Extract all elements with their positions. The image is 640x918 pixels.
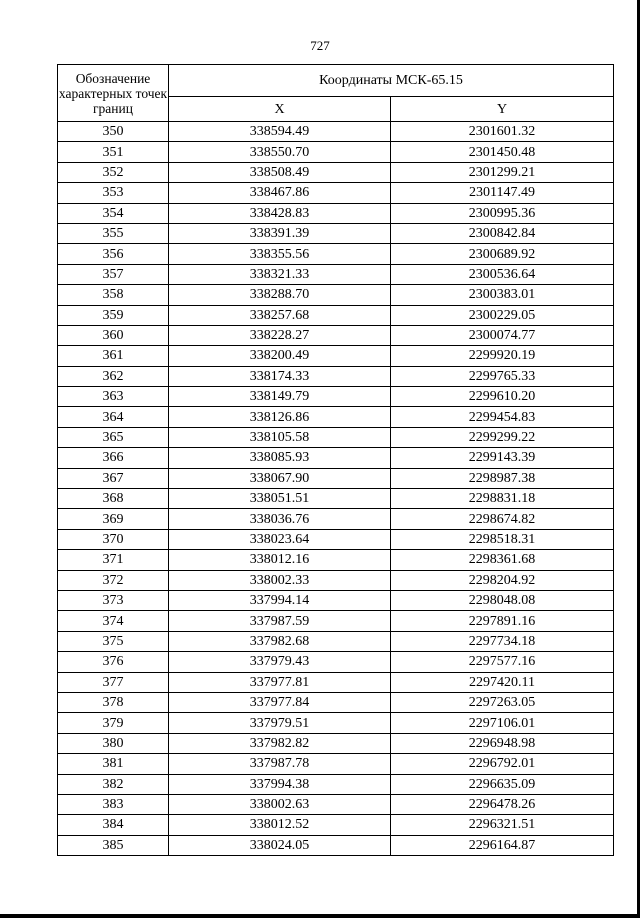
x-coordinate-cell: 338200.49 (169, 346, 391, 366)
point-cell: 354 (58, 203, 169, 223)
y-coordinate-cell: 2301299.21 (391, 162, 614, 182)
y-coordinate-cell: 2299454.83 (391, 407, 614, 427)
point-cell: 362 (58, 366, 169, 386)
table-row (58, 122, 614, 142)
y-coordinate-cell: 2297577.16 (391, 652, 614, 672)
table-row (58, 183, 614, 203)
point-cell: 377 (58, 672, 169, 692)
x-coordinate-cell: 338321.33 (169, 264, 391, 284)
x-coordinate-cell: 338085.93 (169, 448, 391, 468)
x-coordinate-cell: 338105.58 (169, 427, 391, 447)
table-row (58, 754, 614, 774)
table-row (58, 631, 614, 651)
y-coordinate-cell: 2298674.82 (391, 509, 614, 529)
point-cell: 350 (58, 122, 169, 142)
y-coordinate-cell: 2298831.18 (391, 489, 614, 509)
x-coordinate-cell: 338428.83 (169, 203, 391, 223)
table-row (58, 815, 614, 835)
coordinates-table (57, 64, 614, 856)
x-coordinate-cell: 338051.51 (169, 489, 391, 509)
table-row (58, 285, 614, 305)
x-coordinate-cell: 338002.33 (169, 570, 391, 590)
table-row (58, 305, 614, 325)
table-row (58, 264, 614, 284)
x-coordinate-cell: 337987.78 (169, 754, 391, 774)
y-coordinate-cell: 2301147.49 (391, 183, 614, 203)
point-cell: 382 (58, 774, 169, 794)
table-row (58, 835, 614, 855)
y-coordinate-cell: 2298204.92 (391, 570, 614, 590)
y-coordinate-cell: 2298518.31 (391, 529, 614, 549)
table-row (58, 733, 614, 753)
table-row (58, 223, 614, 243)
table-row (58, 550, 614, 570)
table-row (58, 427, 614, 447)
table-row (58, 407, 614, 427)
table-row (58, 244, 614, 264)
x-coordinate-cell: 338550.70 (169, 142, 391, 162)
point-cell: 357 (58, 264, 169, 284)
point-cell: 363 (58, 387, 169, 407)
table-row (58, 387, 614, 407)
table-row (58, 448, 614, 468)
x-coordinate-cell: 337977.81 (169, 672, 391, 692)
y-coordinate-cell: 2299765.33 (391, 366, 614, 386)
y-coordinate-cell: 2298987.38 (391, 468, 614, 488)
table-row (58, 570, 614, 590)
point-cell: 364 (58, 407, 169, 427)
page-number: 727 (310, 38, 330, 53)
x-coordinate-cell: 338467.86 (169, 183, 391, 203)
y-coordinate-cell: 2296321.51 (391, 815, 614, 835)
point-cell: 379 (58, 713, 169, 733)
x-coordinate-cell: 337979.43 (169, 652, 391, 672)
y-coordinate-cell: 2297106.01 (391, 713, 614, 733)
x-coordinate-cell: 338024.05 (169, 835, 391, 855)
point-cell: 370 (58, 529, 169, 549)
y-coordinate-cell: 2300536.64 (391, 264, 614, 284)
table-row (58, 794, 614, 814)
y-coordinate-cell: 2299920.19 (391, 346, 614, 366)
point-cell: 352 (58, 162, 169, 182)
point-cell: 369 (58, 509, 169, 529)
point-cell: 360 (58, 325, 169, 345)
point-cell: 372 (58, 570, 169, 590)
y-coordinate-cell: 2300074.77 (391, 325, 614, 345)
y-coordinate-cell: 2300689.92 (391, 244, 614, 264)
point-cell: 353 (58, 183, 169, 203)
x-coordinate-cell: 338594.49 (169, 122, 391, 142)
x-coordinate-cell: 338174.33 (169, 366, 391, 386)
y-coordinate-cell: 2296792.01 (391, 754, 614, 774)
table-row (58, 692, 614, 712)
table-row (58, 162, 614, 182)
x-coordinate-cell: 337994.14 (169, 590, 391, 610)
y-coordinate-cell: 2299299.22 (391, 427, 614, 447)
x-coordinate-cell: 338012.52 (169, 815, 391, 835)
table-row (58, 325, 614, 345)
y-coordinate-cell: 2300995.36 (391, 203, 614, 223)
y-coordinate-cell: 2297420.11 (391, 672, 614, 692)
table-body (58, 122, 614, 856)
point-cell: 374 (58, 611, 169, 631)
x-coordinate-cell: 338228.27 (169, 325, 391, 345)
table-row (58, 366, 614, 386)
y-coordinate-cell: 2298361.68 (391, 550, 614, 570)
point-cell: 375 (58, 631, 169, 651)
x-coordinate-cell: 337994.38 (169, 774, 391, 794)
y-column-header: Y (391, 97, 614, 122)
x-coordinate-cell: 337977.84 (169, 692, 391, 712)
x-coordinate-cell: 338036.76 (169, 509, 391, 529)
table-row (58, 509, 614, 529)
point-cell: 380 (58, 733, 169, 753)
table-header (58, 65, 614, 122)
y-coordinate-cell: 2300229.05 (391, 305, 614, 325)
y-coordinate-cell: 2296164.87 (391, 835, 614, 855)
table-row (58, 142, 614, 162)
y-coordinate-cell: 2300842.84 (391, 223, 614, 243)
point-designation-header: Обозначение характерных точек границ (58, 65, 169, 122)
y-coordinate-cell: 2297263.05 (391, 692, 614, 712)
y-coordinate-cell: 2297734.18 (391, 631, 614, 651)
y-coordinate-cell: 2296635.09 (391, 774, 614, 794)
y-coordinate-cell: 2297891.16 (391, 611, 614, 631)
point-cell: 359 (58, 305, 169, 325)
table-row (58, 774, 614, 794)
y-coordinate-cell: 2301450.48 (391, 142, 614, 162)
x-coordinate-cell: 337982.68 (169, 631, 391, 651)
table-row (58, 590, 614, 610)
y-coordinate-cell: 2296478.26 (391, 794, 614, 814)
point-cell: 358 (58, 285, 169, 305)
point-cell: 376 (58, 652, 169, 672)
table-row (58, 489, 614, 509)
point-cell: 371 (58, 550, 169, 570)
point-cell: 361 (58, 346, 169, 366)
x-coordinate-cell: 337982.82 (169, 733, 391, 753)
x-coordinate-cell: 338126.86 (169, 407, 391, 427)
y-coordinate-cell: 2299610.20 (391, 387, 614, 407)
x-coordinate-cell: 338391.39 (169, 223, 391, 243)
x-coordinate-cell: 338023.64 (169, 529, 391, 549)
table-row (58, 468, 614, 488)
y-coordinate-cell: 2296948.98 (391, 733, 614, 753)
x-coordinate-cell: 337979.51 (169, 713, 391, 733)
x-coordinate-cell: 338067.90 (169, 468, 391, 488)
x-coordinate-cell: 338149.79 (169, 387, 391, 407)
coordinates-system-header: Координаты МСК-65.15 (169, 65, 614, 97)
point-cell: 385 (58, 835, 169, 855)
table-row (58, 346, 614, 366)
point-cell: 366 (58, 448, 169, 468)
point-cell: 378 (58, 692, 169, 712)
x-coordinate-cell: 338508.49 (169, 162, 391, 182)
y-coordinate-cell: 2301601.32 (391, 122, 614, 142)
point-cell: 383 (58, 794, 169, 814)
y-coordinate-cell: 2299143.39 (391, 448, 614, 468)
x-coordinate-cell: 337987.59 (169, 611, 391, 631)
point-cell: 367 (58, 468, 169, 488)
point-cell: 356 (58, 244, 169, 264)
x-coordinate-cell: 338002.63 (169, 794, 391, 814)
point-cell: 373 (58, 590, 169, 610)
point-cell: 381 (58, 754, 169, 774)
point-cell: 351 (58, 142, 169, 162)
table-row (58, 611, 614, 631)
point-cell: 384 (58, 815, 169, 835)
x-coordinate-cell: 338355.56 (169, 244, 391, 264)
y-coordinate-cell: 2298048.08 (391, 590, 614, 610)
table-row (58, 529, 614, 549)
point-cell: 365 (58, 427, 169, 447)
x-coordinate-cell: 338257.68 (169, 305, 391, 325)
table-row (58, 203, 614, 223)
x-coordinate-cell: 338012.16 (169, 550, 391, 570)
y-coordinate-cell: 2300383.01 (391, 285, 614, 305)
table-row (58, 652, 614, 672)
scan-edge-bottom (0, 914, 640, 918)
table-row (58, 672, 614, 692)
x-coordinate-cell: 338288.70 (169, 285, 391, 305)
table-row (58, 713, 614, 733)
point-cell: 355 (58, 223, 169, 243)
x-column-header: X (169, 97, 391, 122)
point-cell: 368 (58, 489, 169, 509)
